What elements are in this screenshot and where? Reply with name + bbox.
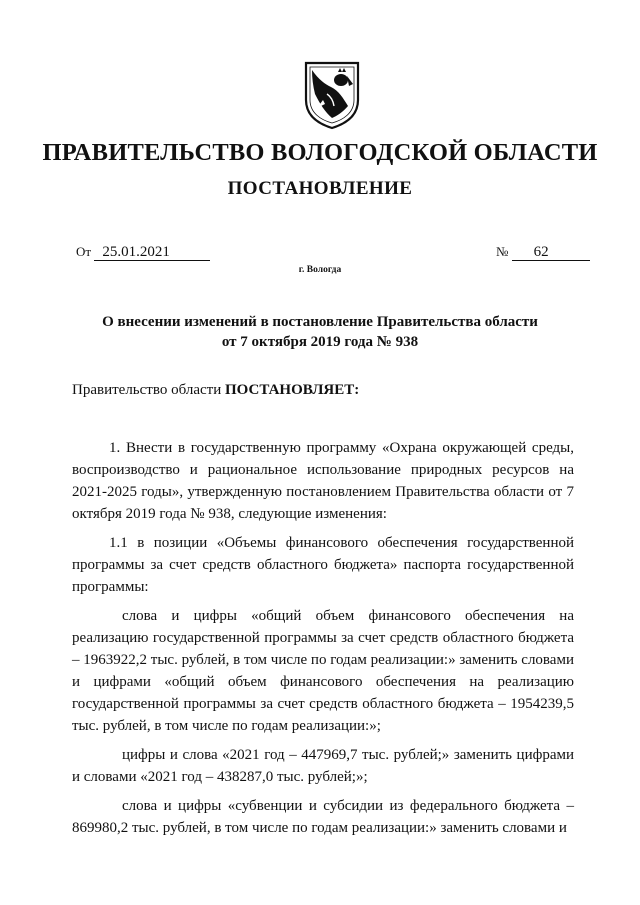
paragraph-3: слова и цифры «общий объем финансового обеспечения на реализацию государственной программы за счет средств областного бюджета – 1963922,2 тыс. рублей, в том числе по годам реализации:» заменить словами и цифрами «общий объем финансового обеспечения на реализацию государственной программы за счет средств областного бюджета – 1954239,5 тыс. рублей, в том числе по годам реализации:»; <box>72 608 574 734</box>
preamble-decree-word: ПОСТАНОВЛЯЕТ: <box>224 382 360 398</box>
paragraph-4: цифры и слова «2021 год – 447969,7 тыс. рублей;» заменить цифрами и словами «2021 год – 438287,0 тыс. рублей;»; <box>72 747 574 785</box>
preamble <box>72 382 359 399</box>
number-prefix: № <box>496 244 509 259</box>
city-label: г. Вологда <box>298 265 342 275</box>
subject-line-1: О внесении изменений в постановление Правительства области <box>102 314 538 330</box>
preamble-text: Правительство области <box>72 382 225 398</box>
government-title: ПРАВИТЕЛЬСТВО ВОЛОГОДСКОЙ ОБЛАСТИ <box>42 139 598 166</box>
number-value: 62 <box>512 244 590 261</box>
paragraph-5: слова и цифры «субвенции и субсидии из федерального бюджета – 869980,2 тыс. рублей, в том числе по годам реализации:» заменить словами и <box>72 798 574 836</box>
date-value: 25.01.2021 <box>94 244 210 261</box>
document-subject <box>0 312 640 352</box>
coat-of-arms-icon <box>303 60 361 130</box>
document-type: ПОСТАНОВЛЕНИЕ <box>227 178 413 199</box>
subject-line-2: от 7 октября 2019 года № 938 <box>221 334 419 350</box>
paragraph-2: 1.1 в позиции «Объемы финансового обеспечения государственной программы за счет средств областного бюджета» паспорта государственной программы: <box>72 535 574 595</box>
number-field <box>496 244 590 261</box>
paragraph-1: 1. Внести в государственную программу «Охрана окружающей среды, воспроизводство и рациональное использование природных ресурсов на 2021-2025 годы», утвержденную постановлением Правительства области от 7 октября 2019 года № 938, следующие изменения: <box>72 440 574 522</box>
date-prefix: От <box>76 244 92 259</box>
date-field <box>76 244 210 261</box>
document-body <box>72 437 574 846</box>
